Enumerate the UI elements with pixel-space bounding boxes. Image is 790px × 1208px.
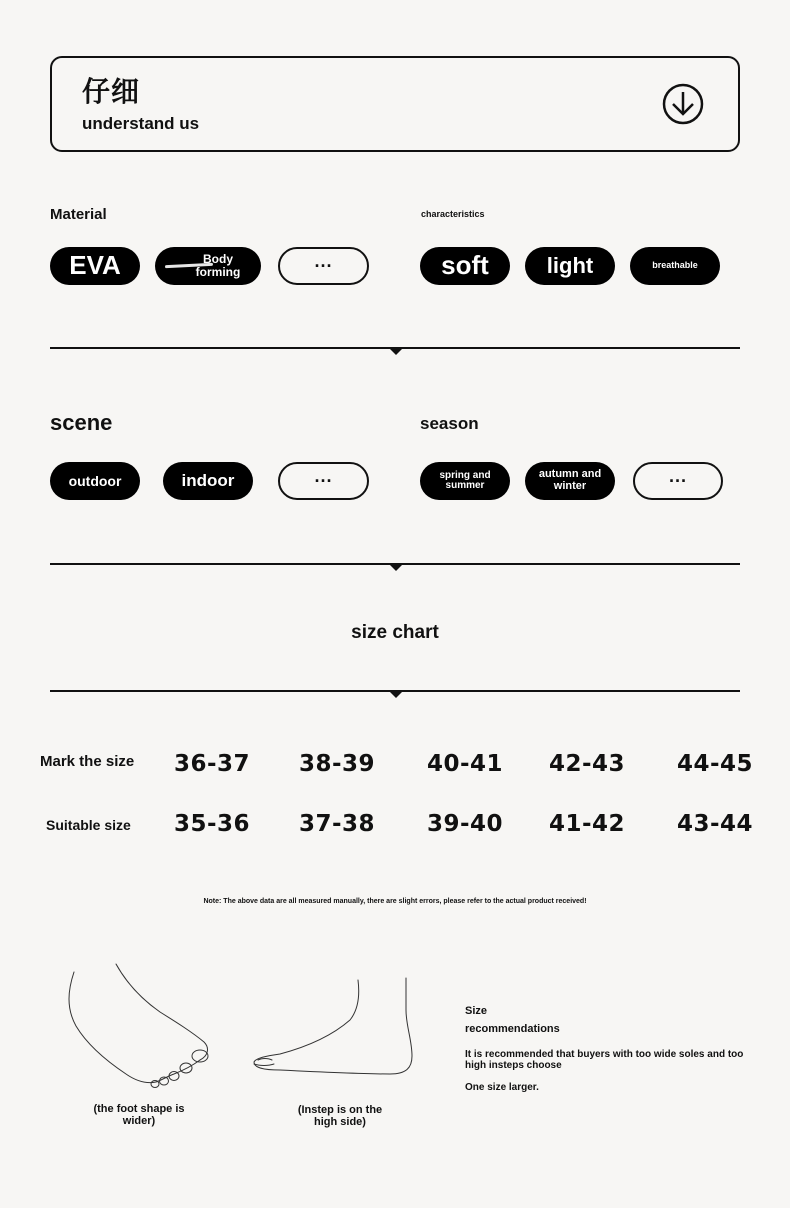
material-pill-label: Body forming xyxy=(195,252,241,279)
header-card xyxy=(50,56,740,152)
mark-size-cell: 38-39 xyxy=(299,751,376,777)
season-pill-spring-summer: spring and summer xyxy=(420,462,510,500)
characteristics-pill-light: light xyxy=(525,247,615,285)
characteristics-pill-soft: soft xyxy=(420,247,510,285)
size-chart-title: size chart xyxy=(351,622,439,643)
mark-size-label: Mark the size xyxy=(40,753,135,770)
season-pill-autumn-winter: autumn and winter xyxy=(525,462,615,500)
divider-arrow-icon xyxy=(390,565,402,571)
material-pill-more: ··· xyxy=(278,247,369,285)
recommendation-title-line2: recommendations xyxy=(465,1023,560,1035)
recommendation-action: One size larger. xyxy=(465,1082,539,1093)
suitable-size-cell: 37-38 xyxy=(299,811,376,837)
suitable-size-cell: 41-42 xyxy=(549,811,626,837)
scene-pill-more: ··· xyxy=(278,462,369,500)
scene-pill-outdoor: outdoor xyxy=(50,462,140,500)
scene-pill-indoor: indoor xyxy=(163,462,253,500)
high-instep-foot-illustration-icon xyxy=(250,970,420,1080)
season-label: season xyxy=(420,414,479,433)
season-pill-more: ··· xyxy=(633,462,723,500)
divider-arrow-icon xyxy=(390,349,402,355)
material-pill-eva: EVA xyxy=(50,247,140,285)
suitable-size-label: Suitable size xyxy=(46,817,131,833)
mark-size-cell: 36-37 xyxy=(174,751,251,777)
high-instep-caption: (Instep is on the high side) xyxy=(297,1104,383,1128)
material-label: Material xyxy=(50,206,107,223)
header-title: 仔细 xyxy=(82,75,141,108)
recommendation-title-line1: Size xyxy=(465,1005,488,1017)
suitable-size-cell: 43-44 xyxy=(677,811,754,837)
measurement-note: Note: The above data are all measured manually, there are slight errors, please refer to the actual product received! xyxy=(203,898,587,905)
divider-arrow-icon xyxy=(390,692,402,698)
arrow-down-circle-icon xyxy=(662,83,704,125)
suitable-size-cell: 35-36 xyxy=(174,811,251,837)
characteristics-label: characteristics xyxy=(421,209,485,219)
header-subtitle: understand us xyxy=(82,114,200,133)
recommendation-body: It is recommended that buyers with too wide soles and too high insteps choose xyxy=(465,1049,744,1071)
material-pill-body-forming xyxy=(155,247,261,285)
mark-size-cell: 44-45 xyxy=(677,751,754,777)
mark-size-cell: 40-41 xyxy=(427,751,504,777)
characteristics-pill-breathable: breathable xyxy=(630,247,720,285)
mark-size-cell: 42-43 xyxy=(549,751,626,777)
scene-label: scene xyxy=(50,410,113,435)
wide-foot-illustration-icon xyxy=(60,960,220,1095)
wide-foot-caption: (the foot shape is wider) xyxy=(93,1103,185,1127)
suitable-size-cell: 39-40 xyxy=(427,811,504,837)
